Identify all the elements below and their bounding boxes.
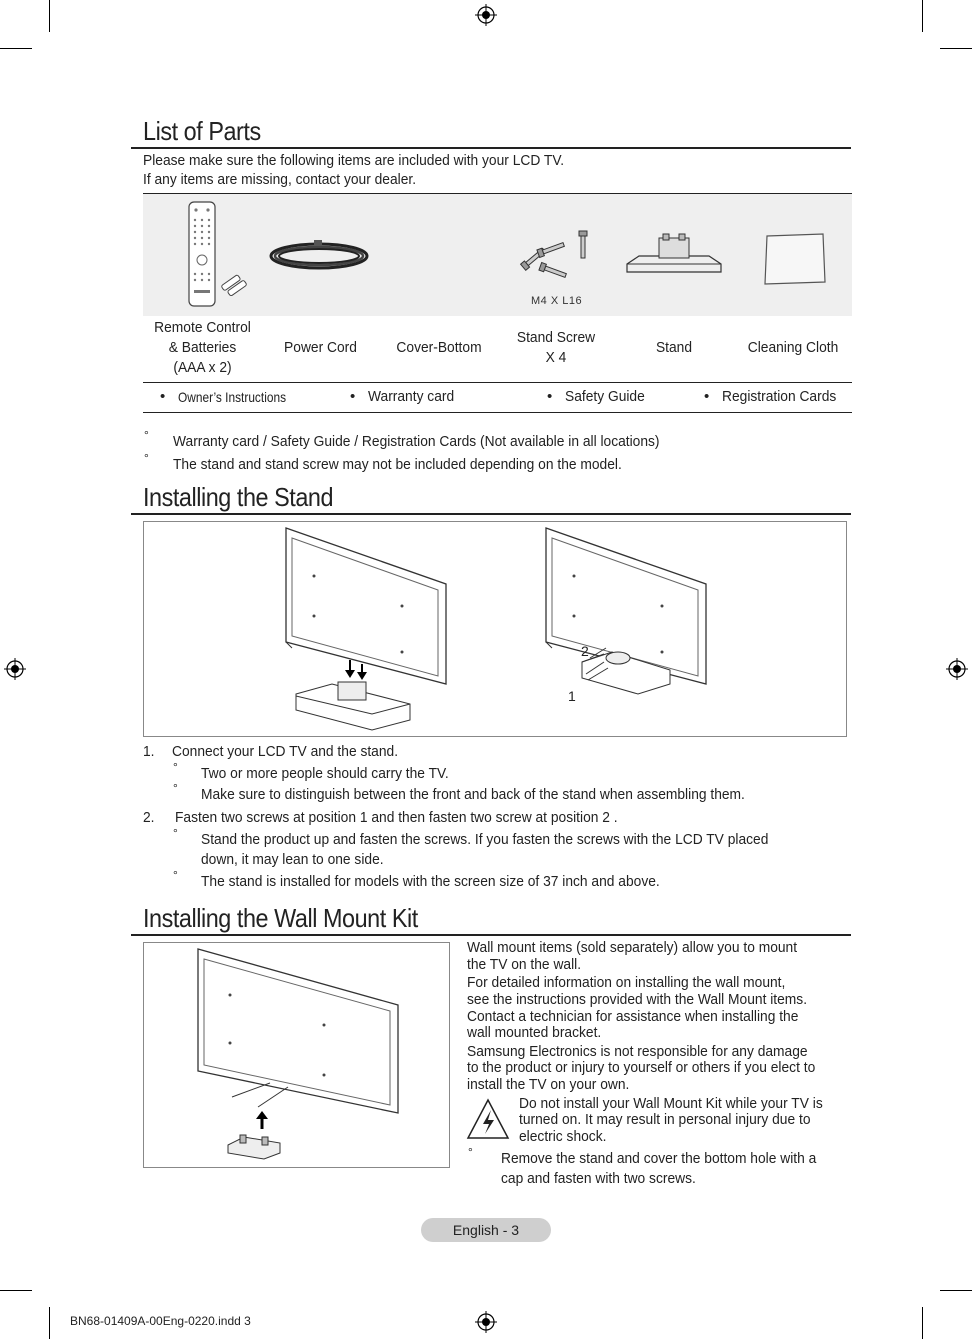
parts-note-1: Warranty card / Safety Guide / Registration Cards (Not available in all locations)	[173, 433, 660, 450]
wall-mount-para3-line1: Samsung Electronics is not responsible for any damage	[467, 1043, 808, 1060]
crop-mark	[0, 1290, 32, 1291]
tv-wall-mount-illustration	[184, 947, 414, 1163]
stand-screw-icon	[515, 224, 595, 284]
section-title-installing-stand: Installing the Stand	[143, 482, 334, 512]
crop-mark	[0, 48, 32, 49]
page-number-badge: English - 3	[421, 1218, 551, 1242]
caption-line: X 4	[545, 349, 567, 366]
position-label-2: 2	[581, 643, 589, 659]
parts-intro-line2: If any items are missing, contact your dealer.	[143, 171, 417, 188]
divider	[143, 382, 852, 383]
power-cord-icon	[269, 234, 373, 274]
step2-text: Fasten two screws at position 1 and then fasten two screw at position 2 .	[175, 809, 618, 826]
wall-mount-para3-line2: to the product or injury to yourself or others if you elect to	[467, 1059, 816, 1076]
caption-stand-screw	[504, 328, 607, 368]
note-icon: °	[173, 781, 178, 795]
note-icon: °	[144, 451, 149, 465]
stand-install-figure	[143, 521, 847, 737]
warning-line1: Do not install your Wall Mount Kit while your TV is	[519, 1095, 823, 1112]
caption-remote-control	[145, 318, 260, 378]
crop-mark	[940, 48, 972, 49]
note-icon: °	[173, 826, 178, 840]
section-rule	[131, 513, 851, 515]
screw-spec-label: M4 X L16	[531, 295, 583, 307]
caption-line: Remote Control	[154, 319, 251, 336]
section-rule	[131, 934, 851, 936]
wall-mount-para2-line4: wall mounted bracket.	[467, 1024, 602, 1041]
parts-image-panel	[143, 194, 852, 316]
doc-owners-instructions: Owner’s Instructions	[178, 389, 287, 405]
note-icon: °	[173, 868, 178, 882]
note-icon: °	[144, 428, 149, 442]
doc-registration-cards: Registration Cards	[722, 388, 837, 405]
step-number: 1.	[143, 743, 155, 760]
wall-mount-para2-line2: see the instructions provided with the Wall Mount items.	[467, 991, 808, 1008]
stand-icon	[623, 232, 723, 278]
registration-mark-icon	[475, 4, 497, 26]
registration-mark-icon	[475, 1311, 497, 1333]
parts-note-2: The stand and stand screw may not be included depending on the model.	[173, 456, 622, 473]
cleaning-cloth-icon	[763, 232, 827, 288]
section-title-wall-mount: Installing the Wall Mount Kit	[143, 903, 418, 933]
wall-mount-para1-line2: the TV on the wall.	[467, 956, 582, 973]
position-label-1: 1	[568, 688, 576, 704]
wall-mount-para1-line1: Wall mount items (sold separately) allow you to mount	[467, 939, 798, 956]
electric-shock-warning-icon	[466, 1098, 510, 1140]
tv-back-illustration	[282, 524, 452, 734]
caption-line: Stand Screw	[516, 329, 596, 346]
step1-note-1: Two or more people should carry the TV.	[201, 765, 449, 782]
section-title-list-of-parts: List of Parts	[143, 116, 261, 146]
wall-mount-para2-line3: Contact a technician for assistance when installing the	[467, 1008, 799, 1025]
wall-mount-note-line1: Remove the stand and cover the bottom hole with a	[501, 1150, 817, 1167]
file-info: BN68-01409A-00Eng-0220.indd 3	[70, 1314, 251, 1328]
doc-safety-guide: Safety Guide	[565, 388, 645, 405]
note-icon: °	[173, 760, 178, 774]
step1-note-2: Make sure to distinguish between the front and back of the stand when assembling them.	[201, 786, 745, 803]
parts-intro-line1: Please make sure the following items are included with your LCD TV.	[143, 152, 565, 169]
caption-power-cord: Power Cord	[284, 339, 357, 356]
wall-mount-figure	[143, 942, 450, 1168]
crop-mark	[940, 1290, 972, 1291]
caption-line: & Batteries	[168, 339, 237, 356]
registration-mark-icon	[946, 658, 968, 680]
doc-warranty-card: Warranty card	[368, 388, 455, 405]
step2-note-1-line2: down, it may lean to one side.	[201, 851, 384, 868]
caption-cover-bottom: Cover-Bottom	[396, 339, 482, 356]
registration-mark-icon	[4, 658, 26, 680]
crop-mark	[922, 0, 923, 32]
wall-mount-note-line2: cap and fasten with two screws.	[501, 1170, 696, 1187]
warning-line2: turned on. It may result in personal injury due to	[519, 1111, 811, 1128]
caption-cleaning-cloth: Cleaning Cloth	[747, 339, 839, 356]
divider	[143, 412, 852, 413]
crop-mark	[922, 1307, 923, 1339]
wall-mount-para3-line3: install the TV on your own.	[467, 1076, 630, 1093]
caption-line: (AAA x 2)	[173, 359, 232, 376]
caption-stand: Stand	[655, 339, 693, 356]
section-rule	[131, 147, 851, 149]
wall-mount-para2-line1: For detailed information on installing the wall mount,	[467, 974, 786, 991]
step2-note-1-line1: Stand the product up and fasten the screws. If you fasten the screws with the LCD TV placed	[201, 831, 769, 848]
crop-mark	[49, 1307, 50, 1339]
step2-note-2: The stand is installed for models with the screen size of 37 inch and above.	[201, 873, 660, 890]
crop-mark	[49, 0, 50, 32]
note-icon: °	[468, 1145, 473, 1159]
remote-control-icon	[181, 200, 251, 308]
step-number: 2.	[143, 809, 155, 826]
step1-text: Connect your LCD TV and the stand.	[172, 743, 399, 760]
warning-line3: electric shock.	[519, 1128, 607, 1145]
